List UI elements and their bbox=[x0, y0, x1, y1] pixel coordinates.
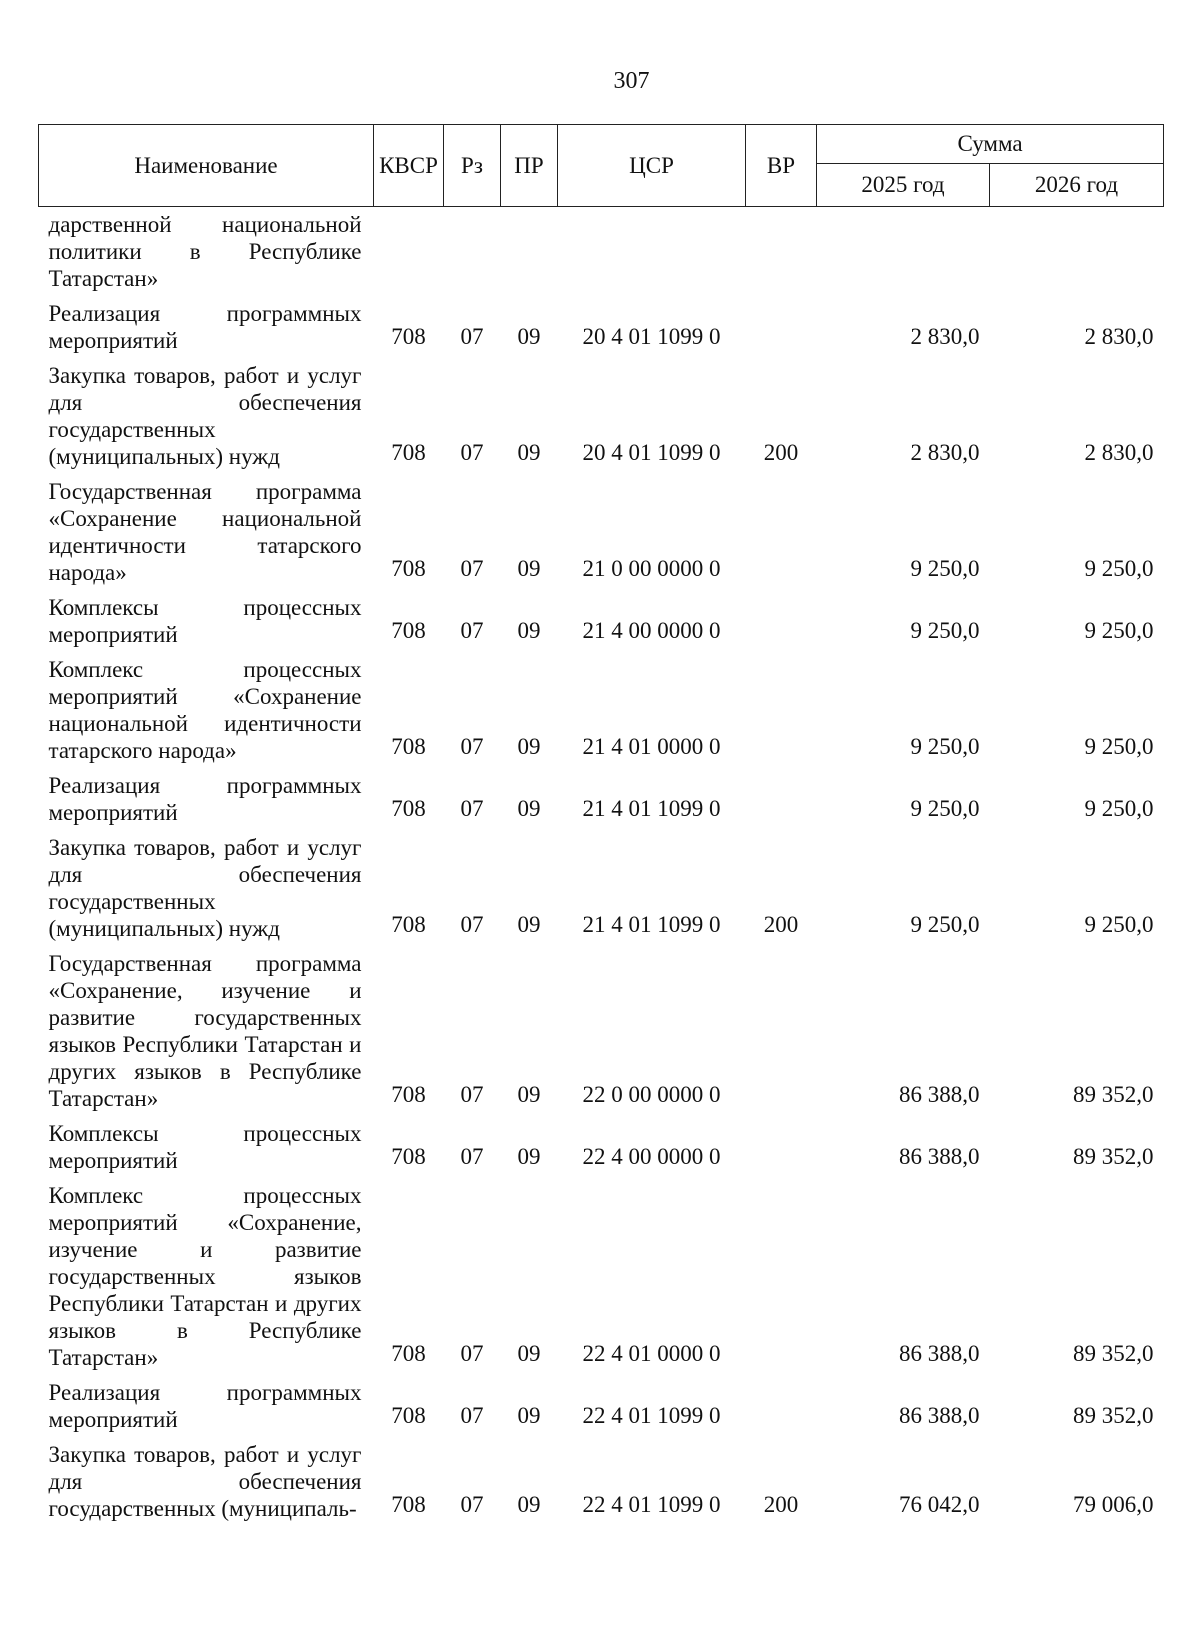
row-2025-cell: 2 830,0 bbox=[910, 440, 980, 465]
row-csr-cell bbox=[558, 207, 746, 297]
row-rz-cell: 07 bbox=[460, 556, 484, 581]
row-csr-cell: 20 4 01 1099 0 bbox=[582, 324, 721, 349]
row-2025-cell: 86 388,0 bbox=[899, 1341, 980, 1366]
row-csr-cell: 21 4 01 0000 0 bbox=[582, 734, 721, 759]
row-kvsr-cell: 708 bbox=[391, 556, 426, 581]
row-vr-cell bbox=[746, 296, 817, 358]
row-2026-cell: 9 250,0 bbox=[1084, 796, 1154, 821]
table-row bbox=[39, 358, 1164, 474]
table-row bbox=[39, 1437, 1164, 1526]
row-kvsr-cell: 708 bbox=[391, 1403, 426, 1428]
row-name-cell: дарственной национальной политики в Республике Татарстан» bbox=[48, 212, 362, 291]
row-pr-cell: 09 bbox=[517, 618, 541, 643]
row-rz-cell: 07 bbox=[460, 324, 484, 349]
row-pr-cell: 09 bbox=[517, 1144, 541, 1169]
header-name: Наименование bbox=[39, 125, 374, 207]
row-2025-cell: 76 042,0 bbox=[899, 1492, 980, 1517]
row-2025-cell: 9 250,0 bbox=[910, 912, 980, 937]
row-kvsr-cell bbox=[374, 207, 444, 297]
row-csr-cell: 22 4 01 1099 0 bbox=[582, 1492, 721, 1517]
row-rz-cell: 07 bbox=[460, 1492, 484, 1517]
row-name-cell: Комплекс процессных мероприятий «Сохранение национальной идентичности татарского народа» bbox=[48, 657, 362, 763]
row-2025-cell: 86 388,0 bbox=[899, 1403, 980, 1428]
row-rz-cell: 07 bbox=[460, 1403, 484, 1428]
row-2026-cell: 79 006,0 bbox=[1073, 1492, 1154, 1517]
table-row bbox=[39, 768, 1164, 830]
table-row bbox=[39, 946, 1164, 1116]
row-2026-cell: 89 352,0 bbox=[1073, 1144, 1154, 1169]
header-year-2026: 2026 год bbox=[990, 164, 1164, 207]
row-kvsr-cell: 708 bbox=[391, 1341, 426, 1366]
row-vr-cell bbox=[746, 207, 817, 297]
header-year-2025: 2025 год bbox=[817, 164, 990, 207]
row-vr-cell: 200 bbox=[763, 440, 799, 465]
row-kvsr-cell: 708 bbox=[391, 440, 426, 465]
row-rz-cell: 07 bbox=[460, 1341, 484, 1366]
row-2026-cell: 2 830,0 bbox=[1084, 324, 1154, 349]
row-name-cell: Государственная программа «Сохранение, изучение и развитие государственных языков Республики Татарстан и других языков в Республике Татарстан» bbox=[48, 951, 362, 1111]
row-kvsr-cell: 708 bbox=[391, 796, 426, 821]
header-kvsr: КВСР bbox=[374, 125, 444, 207]
row-csr-cell: 22 0 00 0000 0 bbox=[582, 1082, 721, 1107]
row-2026-cell: 89 352,0 bbox=[1073, 1341, 1154, 1366]
row-2026-cell: 9 250,0 bbox=[1084, 618, 1154, 643]
row-csr-cell: 21 4 01 1099 0 bbox=[582, 912, 721, 937]
row-2026-cell: 89 352,0 bbox=[1073, 1082, 1154, 1107]
row-kvsr-cell: 708 bbox=[391, 1144, 426, 1169]
row-pr-cell bbox=[501, 207, 558, 297]
row-vr-cell bbox=[746, 1375, 817, 1437]
row-vr-cell bbox=[746, 652, 817, 768]
table-row bbox=[39, 207, 1164, 297]
row-2025-cell bbox=[817, 207, 990, 297]
row-pr-cell: 09 bbox=[517, 734, 541, 759]
table-row bbox=[39, 1116, 1164, 1178]
row-rz-cell: 07 bbox=[460, 796, 484, 821]
row-2025-cell: 9 250,0 bbox=[910, 796, 980, 821]
row-2026-cell: 9 250,0 bbox=[1084, 556, 1154, 581]
table-row bbox=[39, 474, 1164, 590]
row-2026-cell bbox=[990, 207, 1164, 297]
row-name-cell: Закупка товаров, работ и услуг для обеспечения государственных (муниципальных) нужд bbox=[48, 363, 362, 469]
table-row bbox=[39, 652, 1164, 768]
row-vr-cell: 200 bbox=[763, 912, 799, 937]
row-pr-cell: 09 bbox=[517, 796, 541, 821]
row-name-cell: Комплекс процессных мероприятий «Сохранение, изучение и развитие государственных языков Республики Татарстан и других языков в Республике Татарстан» bbox=[48, 1183, 362, 1370]
row-rz-cell: 07 bbox=[460, 618, 484, 643]
row-csr-cell: 21 4 01 1099 0 bbox=[582, 796, 721, 821]
row-kvsr-cell: 708 bbox=[391, 912, 426, 937]
table-row bbox=[39, 1375, 1164, 1437]
table-row bbox=[39, 590, 1164, 652]
row-2025-cell: 86 388,0 bbox=[899, 1144, 980, 1169]
row-name-cell: Реализация программных мероприятий bbox=[48, 301, 362, 353]
row-csr-cell: 22 4 00 0000 0 bbox=[582, 1144, 721, 1169]
row-rz-cell: 07 bbox=[460, 734, 484, 759]
row-csr-cell: 20 4 01 1099 0 bbox=[582, 440, 721, 465]
table-row bbox=[39, 1178, 1164, 1375]
row-pr-cell: 09 bbox=[517, 556, 541, 581]
row-2025-cell: 9 250,0 bbox=[910, 734, 980, 759]
row-rz-cell: 07 bbox=[460, 912, 484, 937]
row-2026-cell: 9 250,0 bbox=[1084, 912, 1154, 937]
row-2025-cell: 2 830,0 bbox=[910, 324, 980, 349]
row-name-cell: Закупка товаров, работ и услуг для обеспечения государственных (муниципальных) нужд bbox=[48, 835, 362, 941]
row-rz-cell: 07 bbox=[460, 1082, 484, 1107]
row-rz-cell bbox=[444, 207, 501, 297]
row-pr-cell: 09 bbox=[517, 1082, 541, 1107]
row-kvsr-cell: 708 bbox=[391, 618, 426, 643]
row-rz-cell: 07 bbox=[460, 1144, 484, 1169]
row-name-cell: Комплексы процессных мероприятий bbox=[48, 1121, 362, 1173]
row-vr-cell bbox=[746, 1116, 817, 1178]
table-body bbox=[39, 207, 1164, 1527]
row-2026-cell: 89 352,0 bbox=[1073, 1403, 1154, 1428]
row-vr-cell bbox=[746, 590, 817, 652]
row-rz-cell: 07 bbox=[460, 440, 484, 465]
row-pr-cell: 09 bbox=[517, 1492, 541, 1517]
page-number: 307 bbox=[613, 68, 650, 94]
row-name-cell: Государственная программа «Сохранение национальной идентичности татарского народа» bbox=[48, 479, 362, 585]
header-sum: Сумма bbox=[817, 125, 1164, 164]
row-vr-cell bbox=[746, 946, 817, 1116]
row-pr-cell: 09 bbox=[517, 1341, 541, 1366]
header-vr: ВР bbox=[746, 125, 817, 207]
row-pr-cell: 09 bbox=[517, 324, 541, 349]
row-name-cell: Комплексы процессных мероприятий bbox=[48, 595, 362, 647]
row-csr-cell: 21 0 00 0000 0 bbox=[582, 556, 721, 581]
row-vr-cell: 200 bbox=[763, 1492, 799, 1517]
row-csr-cell: 21 4 00 0000 0 bbox=[582, 618, 721, 643]
header-csr: ЦСР bbox=[558, 125, 746, 207]
row-vr-cell bbox=[746, 474, 817, 590]
row-2026-cell: 9 250,0 bbox=[1084, 734, 1154, 759]
row-kvsr-cell: 708 bbox=[391, 1082, 426, 1107]
table-row bbox=[39, 296, 1164, 358]
row-2025-cell: 9 250,0 bbox=[910, 618, 980, 643]
row-kvsr-cell: 708 bbox=[391, 734, 426, 759]
row-name-cell: Реализация программных мероприятий bbox=[48, 773, 362, 825]
row-pr-cell: 09 bbox=[517, 440, 541, 465]
header-pr: ПР bbox=[501, 125, 558, 207]
row-name-cell: Закупка товаров, работ и услуг для обеспечения государственных (муниципаль- bbox=[48, 1442, 362, 1521]
row-2026-cell: 2 830,0 bbox=[1084, 440, 1154, 465]
row-2025-cell: 9 250,0 bbox=[910, 556, 980, 581]
row-pr-cell: 09 bbox=[517, 1403, 541, 1428]
row-name-cell: Реализация программных мероприятий bbox=[48, 1380, 362, 1432]
row-csr-cell: 22 4 01 1099 0 bbox=[582, 1403, 721, 1428]
budget-table bbox=[38, 124, 1164, 1526]
row-vr-cell bbox=[746, 768, 817, 830]
row-pr-cell: 09 bbox=[517, 912, 541, 937]
header-rz: Рз bbox=[444, 125, 501, 207]
table-header bbox=[39, 125, 1164, 207]
row-kvsr-cell: 708 bbox=[391, 1492, 426, 1517]
table-row bbox=[39, 830, 1164, 946]
row-vr-cell bbox=[746, 1178, 817, 1375]
row-csr-cell: 22 4 01 0000 0 bbox=[582, 1341, 721, 1366]
row-kvsr-cell: 708 bbox=[391, 324, 426, 349]
row-2025-cell: 86 388,0 bbox=[899, 1082, 980, 1107]
